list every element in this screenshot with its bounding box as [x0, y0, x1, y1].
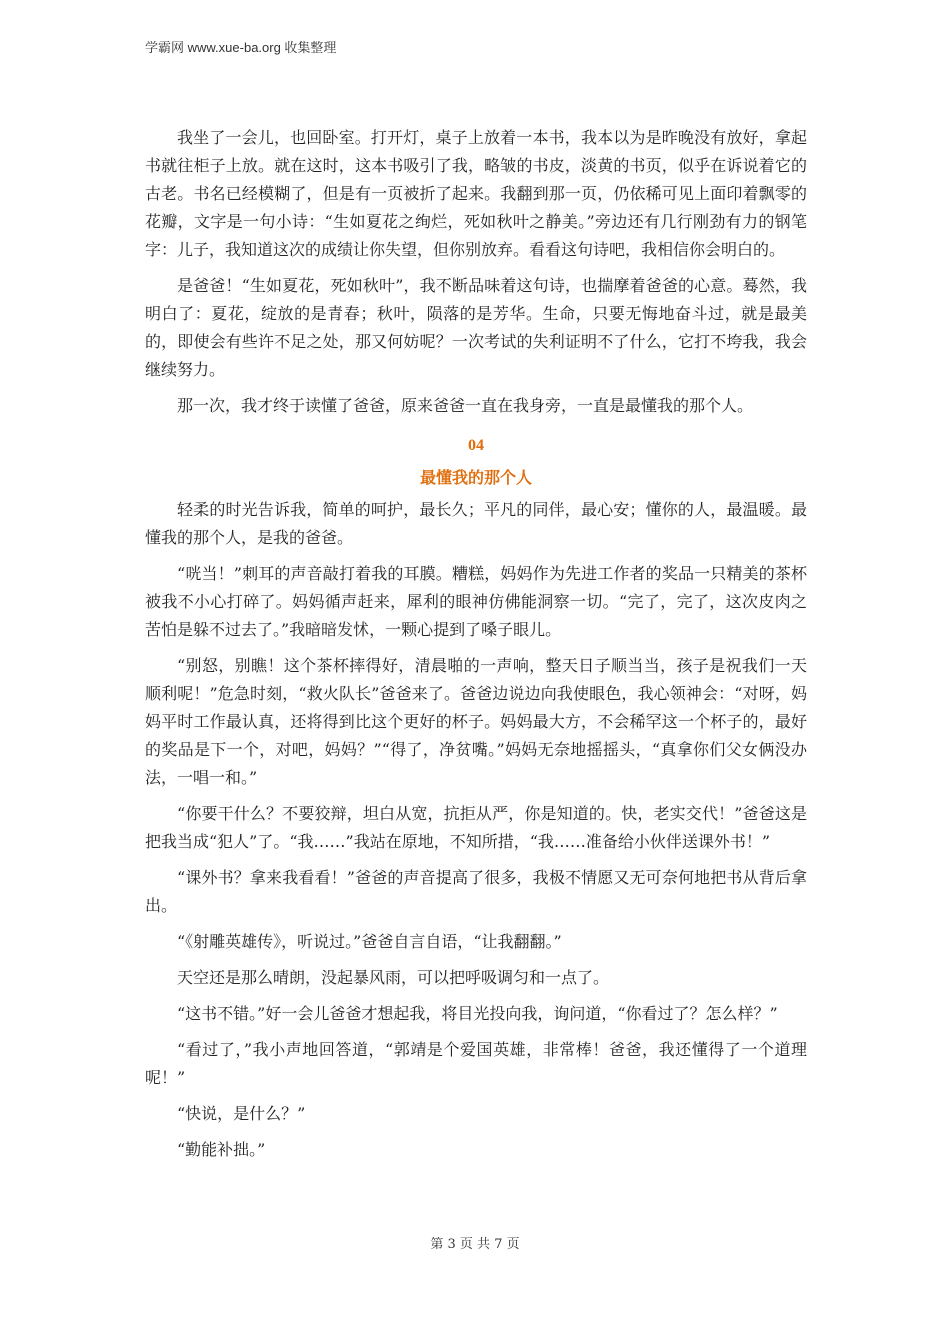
paragraph: “你要干什么？不要狡辩，坦白从宽，抗拒从严，你是知道的。快，老实交代！”爸爸这是把我当成“犯人”了。“我……”我站在原地，不知所措，“我……准备给小伙伴送课外书！”: [145, 804, 807, 851]
paragraph: 轻柔的时光告诉我，简单的呵护，最长久；平凡的同伴，最心安；懂你的人，最温暖。最懂我的那个人，是我的爸爸。: [145, 500, 807, 547]
paragraph: “课外书？拿来我看看！”爸爸的声音提高了很多，我极不情愿又无可奈何地把书从背后拿出。: [145, 868, 807, 915]
paragraph: “这书不错。”好一会儿爸爸才想起我，将目光投向我，询问道，“你看过了？怎么样？”: [177, 1004, 778, 1023]
paragraph: 是爸爸！“生如夏花，死如秋叶”，我不断品味着这句诗，也揣摩着爸爸的心意。蓦然，我明白了：夏花，绽放的是青春；秋叶，陨落的是芳华。生命，只要无悔地奋斗过，就是最美的，即使会有些许不足之处，那又何妨呢？一次考试的失利证明不了什么，它打不垮我，我会继续努力。: [145, 276, 807, 379]
section-number: 04: [468, 437, 484, 454]
page-content: [145, 124, 807, 1172]
page-header: 学霸网 www.xue-ba.org 收集整理: [145, 40, 337, 55]
paragraph: 天空还是那么晴朗，没起暴风雨，可以把呼吸调匀和一点了。: [177, 968, 610, 987]
paragraph: “看过了，”我小声地回答道，“郭靖是个爱国英雄，非常棒！爸爸，我还懂得了一个道理呢！”: [145, 1040, 807, 1087]
paragraph: “别怒，别瞧！这个茶杯摔得好，清晨啪的一声响，整天日子顺当当，孩子是祝我们一天顺利呢！”危急时刻，“救火队长”爸爸来了。爸爸边说边向我使眼色，我心领神会：“对呀，妈妈平时工作最认真，还将得到比这个更好的杯子。妈妈最大方，不会稀罕这一个杯子的，最好的奖品是下一个，对吧，妈妈？”“得了，净贫嘴。”妈妈无奈地摇摇头，“真拿你们父女俩没办法，一唱一和。”: [145, 656, 807, 787]
paragraph: “咣当！”刺耳的声音敲打着我的耳膜。糟糕，妈妈作为先进工作者的奖品一只精美的茶杯被我不小心打碎了。妈妈循声赶来，犀利的眼神仿佛能洞察一切。“完了，完了，这次皮肉之苦怕是躲不过去了。”我暗暗发怵，一颗心提到了嗓子眼儿。: [145, 564, 807, 639]
paragraph: 我坐了一会儿，也回卧室。打开灯，桌子上放着一本书，我本以为是昨晚没有放好，拿起书就往柜子上放。就在这时，这本书吸引了我，略皱的书皮，淡黄的书页，似乎在诉说着它的古老。书名已经模糊了，但是有一页被折了起来。我翻到那一页，仍依稀可见上面印着飘零的花瓣，文字是一句小诗：“生如夏花之绚烂，死如秋叶之静美。”旁边还有几行刚劲有力的钢笔字：儿子，我知道这次的成绩让你失望，但你别放弃。看看这句诗吧，我相信你会明白的。: [145, 128, 807, 259]
page-footer: 第 3 页 共 7 页: [430, 1237, 520, 1252]
paragraph: 那一次，我才终于读懂了爸爸，原来爸爸一直在我身旁，一直是最懂我的那个人。: [177, 396, 754, 415]
paragraph: “勤能补拙。”: [177, 1140, 266, 1159]
paragraph: “《射雕英雄传》，听说过。”爸爸自言自语，“让我翻翻。”: [177, 932, 562, 951]
paragraph: “快说，是什么？”: [177, 1104, 306, 1123]
section-title: 最懂我的那个人: [419, 468, 532, 487]
